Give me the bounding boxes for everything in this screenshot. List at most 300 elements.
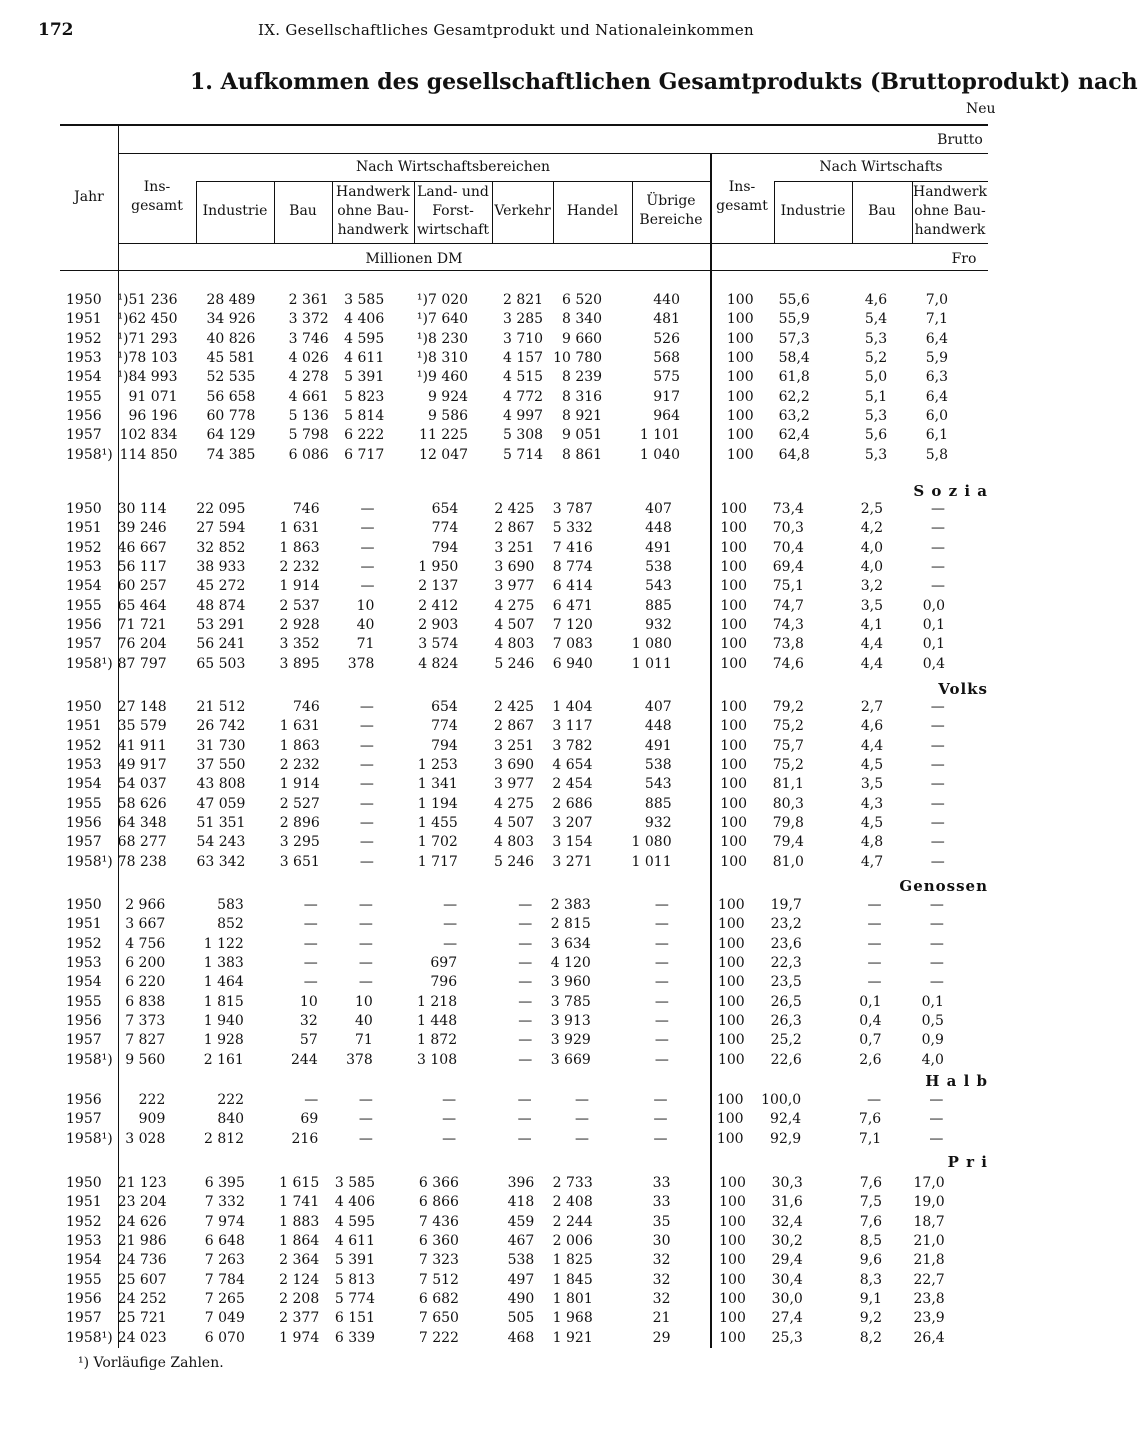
cell-value: 378 xyxy=(346,1051,373,1068)
cell-value: 2 812 xyxy=(203,1130,245,1147)
cell-value: 909 xyxy=(138,1111,166,1128)
cell-value: — xyxy=(517,1111,532,1128)
cell-value: 4 803 xyxy=(494,636,535,653)
cell-value: 1 080 xyxy=(631,636,672,653)
cell-value: 70,3 xyxy=(772,520,804,537)
cell-value: 1 883 xyxy=(279,1213,320,1230)
cell-value: 71 721 xyxy=(117,616,167,633)
cell-value: — xyxy=(867,897,882,914)
table-row xyxy=(0,387,1024,406)
cell-value: 100 xyxy=(720,655,748,672)
cell-value: — xyxy=(653,1130,668,1147)
table-row xyxy=(0,954,1024,973)
cell-value: 1 702 xyxy=(417,834,458,851)
table-subtitle: Neu xyxy=(966,101,996,117)
cell-value: 1 815 xyxy=(203,993,244,1010)
cell-value: 6 360 xyxy=(418,1233,459,1250)
cell-value: 697 xyxy=(430,955,458,972)
column-header-11: Handwerk ohne Bau- handwerk xyxy=(913,184,987,238)
cell-value: ¹)7 640 xyxy=(416,311,469,328)
cell-value: 11 225 xyxy=(419,427,469,444)
cell-value: 3 028 xyxy=(125,1130,166,1147)
cell-value: — xyxy=(358,974,373,991)
cell-value: — xyxy=(358,955,373,972)
cell-value: 2 425 xyxy=(494,501,535,518)
cell-spacer xyxy=(951,1110,1024,1129)
cell-value: 21 986 xyxy=(117,1233,167,1250)
cell-value: 46 667 xyxy=(117,539,167,556)
cell-value: 4 406 xyxy=(344,311,385,328)
cell-value: 32,4 xyxy=(771,1213,803,1230)
cell-value: 3 785 xyxy=(550,993,591,1010)
cell-value: 3,5 xyxy=(860,597,883,614)
table-row xyxy=(0,1174,1024,1193)
cell-value: 68 277 xyxy=(117,834,167,851)
cell-value: 1 914 xyxy=(279,776,320,793)
cell-value: 2 425 xyxy=(493,699,535,716)
cell-value: 3 977 xyxy=(493,776,535,793)
cell-value: 2 232 xyxy=(279,559,320,576)
data-section xyxy=(0,896,1024,1070)
cell-value: 5 332 xyxy=(552,520,593,537)
cell-value: 440 xyxy=(653,292,680,309)
cell-value: 4 611 xyxy=(344,350,385,367)
cell-value: 932 xyxy=(645,616,672,633)
cell-value: 102 834 xyxy=(119,427,178,444)
cell-value: 64 129 xyxy=(206,427,256,444)
cell-value: 8,5 xyxy=(859,1233,883,1250)
table-row xyxy=(0,558,1024,577)
cell-value: 5 136 xyxy=(288,407,329,424)
cell-value: 4,1 xyxy=(860,616,883,633)
cell-value: 7 265 xyxy=(204,1290,245,1307)
cell-value: 100 xyxy=(720,501,748,518)
cell-value: 100 xyxy=(719,1271,746,1288)
header-brutto: Brutto xyxy=(937,132,983,148)
cell-value: 2,5 xyxy=(860,501,883,518)
cell-value: 26,3 xyxy=(770,1012,802,1029)
cell-value: — xyxy=(930,737,945,754)
cell-value: — xyxy=(575,1111,590,1128)
cell-value: — xyxy=(518,1051,533,1068)
cell-value: 244 xyxy=(291,1051,318,1068)
cell-value: 5 814 xyxy=(344,407,385,424)
cell-value: — xyxy=(359,699,374,716)
cell-value: 29,4 xyxy=(771,1252,803,1269)
table-row xyxy=(0,635,1024,654)
cell-value: 96 196 xyxy=(128,407,178,424)
table-row xyxy=(0,852,1024,871)
cell-value: 4,4 xyxy=(860,655,883,672)
cell-value: 30 114 xyxy=(117,501,167,518)
cell-spacer xyxy=(953,717,1024,736)
cell-value: 33 xyxy=(652,1175,671,1192)
cell-spacer xyxy=(956,368,1024,387)
cell-value: 63,2 xyxy=(778,407,810,424)
cell-value: 100 xyxy=(719,1213,746,1230)
cell-value: 1 011 xyxy=(631,655,672,672)
cell-value: — xyxy=(358,1092,373,1109)
cell-spacer xyxy=(952,992,1024,1011)
cell-value: 43 808 xyxy=(196,776,246,793)
cell-value: 100 xyxy=(716,1111,744,1128)
cell-value: 2 733 xyxy=(552,1175,593,1192)
cell-value: 7 436 xyxy=(418,1213,459,1230)
cell-value: 0,1 xyxy=(859,993,882,1010)
cell-value: 35 579 xyxy=(117,718,167,735)
cell-year: 1953 xyxy=(66,1233,102,1250)
cell-value: 71 xyxy=(354,1032,373,1049)
cell-value: 1 872 xyxy=(417,1032,458,1049)
cell-year: 1953 xyxy=(66,559,102,576)
cell-value: 32 xyxy=(299,1012,318,1029)
cell-value: 6,3 xyxy=(925,369,948,386)
cell-spacer xyxy=(953,500,1024,519)
cell-value: 7,6 xyxy=(859,1213,883,1230)
cell-value: 10 xyxy=(299,993,318,1010)
cell-value: 23,8 xyxy=(913,1290,945,1307)
cell-value: 3 710 xyxy=(502,330,544,347)
cell-value: 1 194 xyxy=(417,795,458,812)
cell-value: — xyxy=(867,916,882,933)
cell-value: ¹)9 460 xyxy=(416,369,469,386)
cell-value: 24 252 xyxy=(117,1290,167,1307)
cell-value: 2 208 xyxy=(279,1290,320,1307)
cell-value: 6 086 xyxy=(288,446,329,463)
cell-value: 70,4 xyxy=(772,539,804,556)
cell-value: 583 xyxy=(217,897,244,914)
cell-value: 100 xyxy=(717,935,745,952)
cell-value: 4,2 xyxy=(860,520,883,537)
cell-value: — xyxy=(517,1092,532,1109)
cell-value: — xyxy=(575,1092,590,1109)
cell-value: 5,8 xyxy=(925,446,948,463)
cell-value: 4 824 xyxy=(418,655,459,672)
cell-value: 1 464 xyxy=(203,974,244,991)
cell-value: 29 xyxy=(652,1329,671,1346)
cell-value: 69,4 xyxy=(772,559,804,576)
footnote: ¹) Vorläufige Zahlen. xyxy=(78,1355,224,1371)
cell-value: 3 372 xyxy=(288,311,329,328)
cell-value: 32 852 xyxy=(196,539,246,556)
cell-year: 1955 xyxy=(66,388,102,405)
cell-value: 27,4 xyxy=(771,1310,803,1327)
cell-year: 1958¹) xyxy=(66,1329,113,1346)
cell-value: 74,3 xyxy=(772,616,804,633)
cell-value: 73,4 xyxy=(772,501,804,518)
cell-value: 964 xyxy=(653,407,680,424)
cell-value: 3 154 xyxy=(552,834,593,851)
cell-value: 4 772 xyxy=(502,388,544,405)
cell-value: 5 714 xyxy=(502,446,544,463)
cell-year: 1954 xyxy=(66,578,102,595)
cell-value: 9,6 xyxy=(859,1252,883,1269)
column-header-0: Ins- gesamt xyxy=(131,179,183,214)
cell-value: 1 404 xyxy=(552,699,593,716)
cell-value: 4,0 xyxy=(860,539,883,556)
cell-value: 1 845 xyxy=(552,1271,593,1288)
cell-value: 5 391 xyxy=(344,369,385,386)
cell-value: 505 xyxy=(507,1310,535,1327)
cell-value: 91 071 xyxy=(128,388,178,405)
table-row xyxy=(0,717,1024,736)
cell-spacer xyxy=(952,1012,1024,1031)
cell-value: 69 xyxy=(300,1111,319,1128)
cell-value: 56 117 xyxy=(117,559,167,576)
cell-value: 60 257 xyxy=(117,578,167,595)
cell-value: 6 940 xyxy=(552,655,593,672)
cell-year: 1955 xyxy=(66,1271,102,1288)
cell-value: 22,3 xyxy=(770,955,802,972)
cell-value: — xyxy=(443,897,458,914)
cell-value: 3 295 xyxy=(279,834,320,851)
cell-value: — xyxy=(929,935,944,952)
cell-value: 4,6 xyxy=(860,718,884,735)
cell-value: ¹)8 310 xyxy=(416,350,469,367)
cell-year: 1958¹) xyxy=(66,655,113,672)
cell-value: ¹)78 103 xyxy=(117,350,178,367)
cell-year: 1957 xyxy=(66,427,102,444)
cell-spacer xyxy=(953,616,1024,635)
cell-value: 75,2 xyxy=(772,757,804,774)
cell-value: 4 661 xyxy=(288,388,329,405)
header-top-rule xyxy=(60,124,988,126)
cell-value: 491 xyxy=(644,737,672,754)
column-header-3: Handwerk ohne Bau- handwerk xyxy=(336,184,410,238)
cell-value: 100 xyxy=(720,795,748,812)
cell-value: 100 xyxy=(720,853,748,870)
cell-value: ¹)84 993 xyxy=(117,369,178,386)
cell-year: 1954 xyxy=(66,369,102,386)
cell-value: 2 966 xyxy=(125,897,166,914)
cell-value: 100 xyxy=(717,916,745,933)
data-section xyxy=(0,1174,1024,1348)
cell-value: 4 654 xyxy=(552,757,593,774)
cell-value: 5 823 xyxy=(344,388,385,405)
cell-value: — xyxy=(518,974,533,991)
cell-spacer xyxy=(952,896,1024,915)
cell-value: 7,6 xyxy=(858,1111,882,1128)
cell-year: 1950 xyxy=(66,699,102,716)
cell-value: — xyxy=(654,897,669,914)
cell-value: 4 120 xyxy=(550,955,591,972)
cell-value: 100 xyxy=(719,1310,746,1327)
cell-value: 4,0 xyxy=(921,1051,944,1068)
cell-value: 100 xyxy=(726,350,754,367)
cell-value: 100 xyxy=(717,897,745,914)
cell-value: 4 803 xyxy=(493,834,535,851)
cell-year: 1950 xyxy=(66,501,102,518)
cell-value: 100 xyxy=(720,718,748,735)
cell-value: 1 928 xyxy=(203,1032,244,1049)
table-row xyxy=(0,1270,1024,1289)
cell-value: 19,7 xyxy=(770,897,802,914)
cell-spacer xyxy=(952,935,1024,954)
cell-value: 1 122 xyxy=(203,935,244,952)
column-header-7: Übrige Bereiche xyxy=(639,193,703,228)
cell-value: 8 774 xyxy=(552,559,593,576)
cell-value: 25,3 xyxy=(771,1329,803,1346)
header-bottom-rule xyxy=(60,270,988,271)
table-row xyxy=(0,310,1024,329)
cell-value: 5 798 xyxy=(288,427,329,444)
data-section xyxy=(0,698,1024,872)
table-row xyxy=(0,1012,1024,1031)
cell-value: 5,3 xyxy=(864,330,888,347)
cell-value: — xyxy=(929,955,944,972)
cell-value: 10 xyxy=(354,993,373,1010)
cell-value: 3,2 xyxy=(860,578,883,595)
cell-value: 100 xyxy=(720,757,748,774)
cell-value: 468 xyxy=(507,1329,535,1346)
section-title: P r i xyxy=(947,1153,988,1171)
cell-value: 1 448 xyxy=(417,1012,458,1029)
cell-value: — xyxy=(303,955,318,972)
cell-value: 885 xyxy=(644,795,672,812)
cell-value: — xyxy=(518,993,533,1010)
cell-value: — xyxy=(654,974,669,991)
table-row xyxy=(0,1328,1024,1347)
cell-value: 6 682 xyxy=(418,1290,459,1307)
cell-value: 100 xyxy=(726,446,754,463)
cell-value: 3 634 xyxy=(550,935,591,952)
cell-value: — xyxy=(867,935,882,952)
cell-year: 1950 xyxy=(66,292,102,309)
table-row xyxy=(0,833,1024,852)
cell-value: 100 xyxy=(720,520,748,537)
cell-value: 538 xyxy=(644,757,672,774)
cell-value: 4 595 xyxy=(344,330,385,347)
cell-value: 34 926 xyxy=(206,311,256,328)
cell-spacer xyxy=(952,973,1024,992)
cell-value: — xyxy=(518,935,533,952)
cell-value: 100 xyxy=(719,1194,746,1211)
column-header-2: Bau xyxy=(289,203,317,219)
cell-value: — xyxy=(360,520,375,537)
cell-spacer xyxy=(953,539,1024,558)
cell-value: 2 408 xyxy=(552,1194,593,1211)
header-unit-left: Millionen DM xyxy=(365,251,463,267)
cell-year: 1952 xyxy=(66,330,102,347)
cell-value: 58,4 xyxy=(778,350,810,367)
section-title: S o z i a xyxy=(913,482,988,500)
cell-value: 459 xyxy=(507,1213,535,1230)
cell-value: 26,4 xyxy=(913,1329,945,1346)
cell-value: 4,5 xyxy=(860,757,884,774)
cell-value: — xyxy=(929,897,944,914)
table-row xyxy=(0,577,1024,596)
cell-value: 62,4 xyxy=(778,427,810,444)
cell-value: 4 275 xyxy=(493,795,535,812)
cell-value: 0,1 xyxy=(922,636,945,653)
cell-spacer xyxy=(952,1050,1024,1069)
cell-spacer xyxy=(953,852,1024,871)
column-header-6: Handel xyxy=(566,203,619,219)
cell-value: 22,7 xyxy=(913,1271,945,1288)
cell-value: — xyxy=(359,834,374,851)
cell-value: 100 xyxy=(720,578,748,595)
cell-value: 7,0 xyxy=(925,292,948,309)
cell-value: 1 253 xyxy=(417,757,458,774)
cell-value: 1 741 xyxy=(279,1194,320,1211)
cell-value: 2 896 xyxy=(279,814,320,831)
cell-value: — xyxy=(653,1111,668,1128)
cell-value: 2 412 xyxy=(418,597,459,614)
cell-value: 55,6 xyxy=(778,292,810,309)
cell-value: — xyxy=(518,1012,533,1029)
cell-spacer xyxy=(956,291,1024,310)
cell-value: 794 xyxy=(431,737,458,754)
table-row xyxy=(0,426,1024,445)
cell-value: 100 xyxy=(726,427,754,444)
cell-value: 4 756 xyxy=(125,935,166,952)
cell-value: 19,0 xyxy=(913,1194,945,1211)
cell-value: 2 867 xyxy=(493,718,535,735)
cell-value: 5,6 xyxy=(864,427,888,444)
cell-value: — xyxy=(359,814,374,831)
cell-value: 51 351 xyxy=(196,814,246,831)
cell-value: 100 xyxy=(726,292,754,309)
cell-value: 2,7 xyxy=(860,699,884,716)
table-row xyxy=(0,935,1024,954)
cell-value: 30,3 xyxy=(771,1175,803,1192)
cell-year: 1951 xyxy=(66,311,102,328)
cell-value: 7 416 xyxy=(552,539,593,556)
table-row xyxy=(0,1290,1024,1309)
cell-value: 64,8 xyxy=(778,446,810,463)
cell-value: — xyxy=(654,955,669,972)
table-row xyxy=(0,368,1024,387)
cell-value: 7 827 xyxy=(125,1032,166,1049)
cell-value: 2 137 xyxy=(418,578,459,595)
cell-value: — xyxy=(360,559,375,576)
cell-value: 1 341 xyxy=(417,776,458,793)
cell-spacer xyxy=(951,1091,1024,1110)
cell-value: 3,5 xyxy=(860,776,884,793)
cell-value: 1 863 xyxy=(279,737,320,754)
cell-value: 3 782 xyxy=(552,737,593,754)
cell-value: 3 352 xyxy=(279,636,320,653)
cell-value: 22,6 xyxy=(770,1051,802,1068)
cell-value: 7 222 xyxy=(418,1329,459,1346)
cell-value: 467 xyxy=(507,1233,535,1250)
cell-value: 33 xyxy=(652,1194,671,1211)
cell-value: 1 011 xyxy=(631,853,672,870)
running-head: IX. Gesellschaftliches Gesamtprodukt und Nationaleinkommen xyxy=(258,21,755,39)
cell-value: 40 xyxy=(354,1012,373,1029)
cell-value: — xyxy=(654,993,669,1010)
cell-year: 1956 xyxy=(66,1092,102,1109)
section-title: Genossen xyxy=(899,877,988,895)
cell-value: 55,9 xyxy=(778,311,810,328)
cell-value: 100 xyxy=(720,834,748,851)
cell-year: 1956 xyxy=(66,407,102,424)
cell-value: — xyxy=(930,814,945,831)
cell-year: 1956 xyxy=(66,814,102,831)
cell-value: 2 161 xyxy=(203,1051,244,1068)
cell-value: 2 383 xyxy=(550,897,591,914)
cell-value: 4,4 xyxy=(860,737,884,754)
cell-value: 56 658 xyxy=(206,388,256,405)
cell-value: 1 863 xyxy=(279,539,320,556)
cell-value: — xyxy=(358,935,373,952)
cell-value: — xyxy=(360,539,375,556)
cell-year: 1956 xyxy=(66,1290,102,1307)
cell-value: 41 911 xyxy=(117,737,167,754)
column-header-8: Ins- gesamt xyxy=(716,179,768,214)
cell-value: 21,8 xyxy=(913,1252,945,1269)
cell-value: 6 395 xyxy=(204,1175,245,1192)
